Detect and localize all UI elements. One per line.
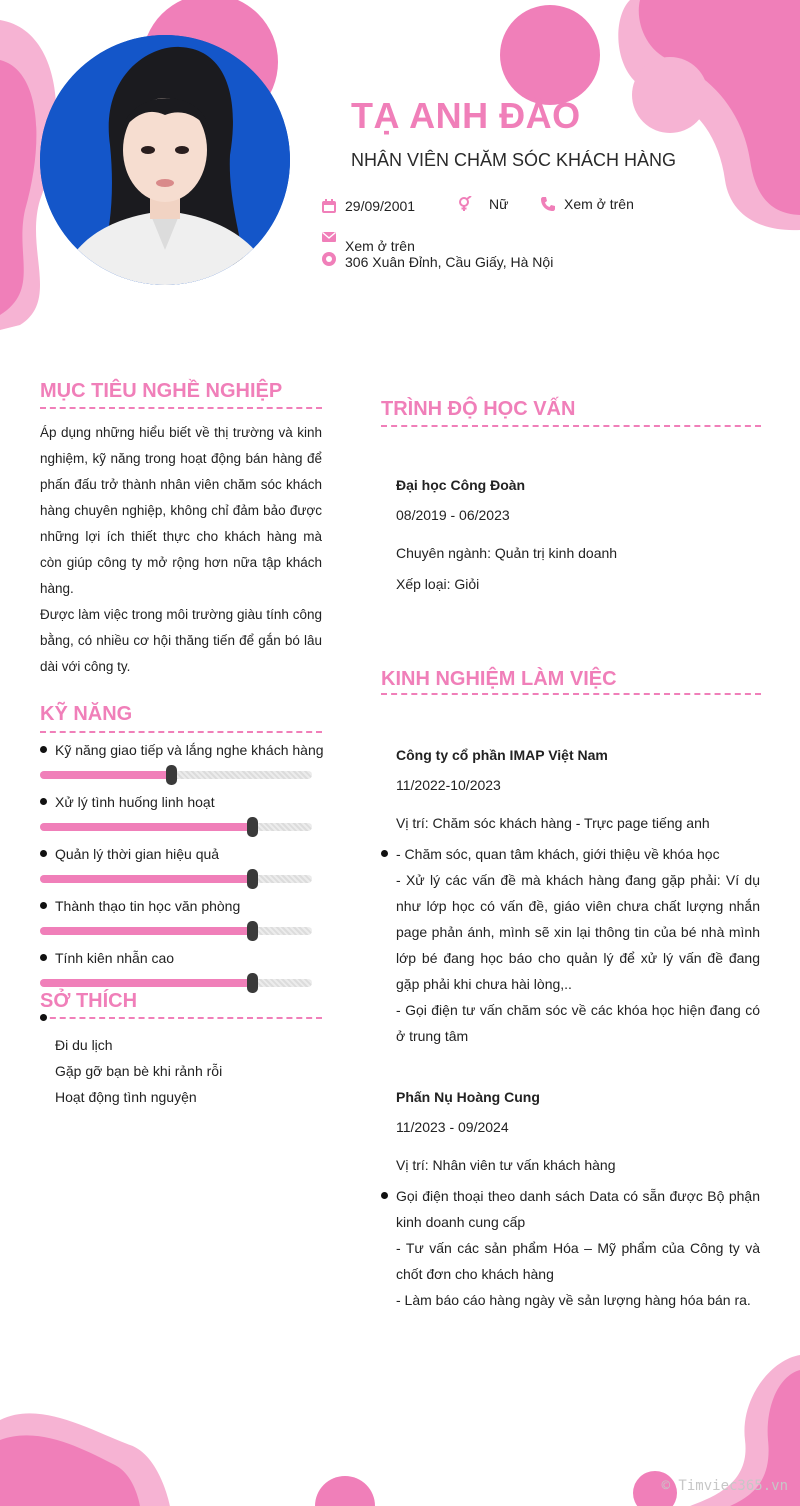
education-grade: Xếp loại: Giỏi bbox=[396, 576, 480, 592]
gender-row bbox=[457, 196, 508, 212]
hobbies-bullet bbox=[40, 1014, 47, 1021]
gender-icon bbox=[457, 196, 473, 212]
job-description-line: - Xử lý các vấn đề mà khách hàng đang gặp phải: Ví dụ như lớp học có vấn đề, giáo viên chưa chất lượng nhắn page phản ánh, mình sẽ xin lại thông tin của bé nhà mình lớp bé đang học báo cho quản lý để xử lý vấn đề đang gặp phải khi chưa hài lòng,.. bbox=[396, 872, 760, 992]
skill-bar bbox=[40, 875, 312, 883]
hobby-item: Hoạt động tình nguyện bbox=[55, 1089, 197, 1105]
email-value: Xem ở trên bbox=[345, 238, 415, 254]
job-bullet bbox=[381, 850, 388, 857]
hobby-item: Gặp gỡ bạn bè khi rảnh rỗi bbox=[55, 1063, 223, 1079]
skill-bar-handle[interactable] bbox=[247, 817, 258, 837]
job-title: NHÂN VIÊN CHĂM SÓC KHÁCH HÀNG bbox=[351, 150, 677, 170]
address-value: 306 Xuân Đỉnh, Cầu Giấy, Hà Nội bbox=[345, 254, 554, 270]
education-period: 08/2019 - 06/2023 bbox=[396, 507, 510, 523]
objective-divider bbox=[40, 407, 322, 409]
job-company: Công ty cổ phần IMAP Việt Nam bbox=[396, 747, 608, 763]
job-description bbox=[396, 1183, 760, 1313]
hobbies-heading: SỞ THÍCH bbox=[40, 990, 138, 1012]
hobbies-divider bbox=[40, 1017, 322, 1019]
skill-item bbox=[40, 845, 312, 863]
education-major: Chuyên ngành: Quản trị kinh doanh bbox=[396, 545, 618, 561]
skill-bar bbox=[40, 823, 312, 831]
phone-icon bbox=[540, 196, 556, 212]
job-description-line: - Gọi điện tư vấn chăm sóc về các khóa học hiện đang có ở trung tâm bbox=[396, 1002, 760, 1044]
school-name: Đại học Công Đoàn bbox=[396, 477, 526, 493]
candidate-name: TẠ ANH ĐÀO bbox=[351, 95, 581, 136]
watermark: © Timviec365.vn bbox=[661, 1478, 788, 1494]
skill-item bbox=[40, 741, 324, 759]
calendar-icon bbox=[321, 198, 337, 214]
avatar bbox=[40, 35, 290, 285]
skill-bar bbox=[40, 927, 312, 935]
skills-heading: KỸ NĂNG bbox=[40, 703, 133, 725]
skill-item bbox=[40, 897, 312, 915]
objective-paragraph-1: Áp dụng những hiểu biết về thị trường và kinh nghiệm, kỹ năng trong hoạt động bán hàng để phấn đấu trở thành nhân viên chăm sóc khách hàng chuyên nghiệp, không chỉ đảm bảo được những lợi ích thiết thực cho khách hàng mà còn giúp công ty mở rộng hơn nữa tập khách hàng. bbox=[40, 425, 322, 596]
skill-bar-fill bbox=[40, 979, 252, 987]
phone-row bbox=[540, 196, 634, 212]
location-icon bbox=[321, 251, 337, 267]
skill-bar-handle[interactable] bbox=[247, 921, 258, 941]
skill-bar-fill bbox=[40, 927, 252, 935]
address-row bbox=[321, 248, 553, 270]
objective-paragraph-2: Được làm việc trong môi trường giàu tính công bằng, có nhiều cơ hội thăng tiến để gắn bó lâu dài với công ty. bbox=[40, 607, 322, 674]
birthday-value: 29/09/2001 bbox=[345, 198, 416, 214]
job-position: Vị trí: Nhân viên tư vấn khách hàng bbox=[396, 1157, 616, 1173]
job-bullet bbox=[381, 1192, 388, 1199]
objective-text bbox=[40, 420, 322, 680]
skill-bar bbox=[40, 771, 312, 779]
experience-divider bbox=[381, 693, 761, 695]
skill-bar bbox=[40, 979, 312, 987]
hobbies-list bbox=[55, 1032, 222, 1110]
phone-value: Xem ở trên bbox=[564, 196, 634, 212]
job-description bbox=[396, 841, 760, 1049]
job-description-line: - Chăm sóc, quan tâm khách, giới thiệu về khóa học bbox=[396, 846, 720, 862]
hobby-item: Đi du lịch bbox=[55, 1037, 113, 1053]
job-description-line: Gọi điện thoại theo danh sách Data có sẵn được Bộ phận kinh doanh cung cấp bbox=[396, 1188, 760, 1230]
skill-bar-handle[interactable] bbox=[247, 869, 258, 889]
skill-label: Quản lý thời gian hiệu quả bbox=[40, 845, 312, 863]
skill-item bbox=[40, 949, 312, 967]
job-period: 11/2022-10/2023 bbox=[396, 777, 501, 793]
education-heading: TRÌNH ĐỘ HỌC VẤN bbox=[381, 398, 576, 420]
job-position: Vị trí: Chăm sóc khách hàng - Trực page tiếng anh bbox=[396, 815, 710, 831]
skill-item bbox=[40, 793, 312, 811]
skill-label: Xử lý tình huống linh hoạt bbox=[40, 793, 312, 811]
skill-bar-fill bbox=[40, 771, 171, 779]
education-divider bbox=[381, 425, 761, 427]
email-icon bbox=[321, 230, 337, 246]
skill-bar-handle[interactable] bbox=[166, 765, 177, 785]
skill-bar-handle[interactable] bbox=[247, 973, 258, 993]
skill-bar-fill bbox=[40, 823, 252, 831]
skill-label: Thành thạo tin học văn phòng bbox=[40, 897, 312, 915]
birthday-row bbox=[321, 198, 415, 214]
skill-label: Kỹ năng giao tiếp và lắng nghe khách hàng bbox=[40, 741, 312, 759]
skills-divider bbox=[40, 731, 322, 733]
job-company: Phấn Nụ Hoàng Cung bbox=[396, 1089, 540, 1105]
job-period: 11/2023 - 09/2024 bbox=[396, 1119, 509, 1135]
gender-value: Nữ bbox=[489, 196, 509, 212]
objective-heading: MỤC TIÊU NGHỀ NGHIỆP bbox=[40, 380, 283, 402]
skill-bar-fill bbox=[40, 875, 252, 883]
skill-label: Tính kiên nhẫn cao bbox=[40, 949, 312, 967]
experience-heading: KINH NGHIỆM LÀM VIỆC bbox=[381, 668, 617, 690]
job-description-line: - Làm báo cáo hàng ngày về sản lượng hàng hóa bán ra. bbox=[396, 1292, 751, 1308]
job-description-line: - Tư vấn các sản phẩm Hóa – Mỹ phẩm của Công ty và chốt đơn cho khách hàng bbox=[396, 1240, 760, 1282]
